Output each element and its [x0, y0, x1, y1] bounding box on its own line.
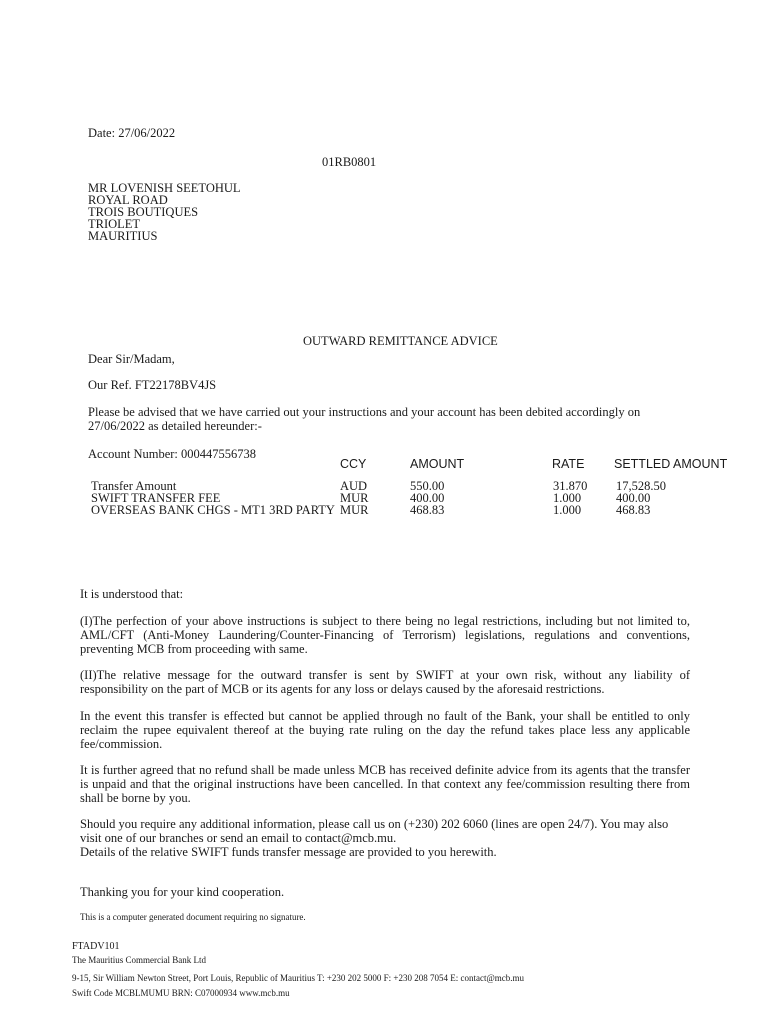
header-amount: AMOUNT — [410, 457, 465, 471]
intro-text — [88, 406, 640, 432]
details-line: Details of the relative SWIFT funds transfer message are provided to you herewith. — [80, 845, 497, 859]
row-label: SWIFT TRANSFER FEE — [91, 491, 221, 505]
address-line: TROIS BOUTIQUES — [88, 205, 199, 219]
clause-1: (I)The perfection of your above instructions is subject to there being no legal restrictions, including but not limited to, AML/CFT (Anti-Money Laundering/Counter-Financing of Terrorism) legislations, regulations and conventions, preventing MCB from proceeding with same. — [80, 614, 690, 656]
thanks-line: Thanking you for your kind cooperation. — [80, 885, 285, 899]
row-ccy: MUR — [340, 503, 369, 517]
address-line: ROYAL ROAD — [88, 193, 168, 207]
footer-code: FTADV101 — [72, 941, 120, 952]
row-amount: 400.00 — [410, 491, 445, 505]
row-settled: 400.00 — [616, 491, 651, 505]
clause-3: In the event this transfer is effected but cannot be applied through no fault of the Bank, your shall be entitled to only reclaim the rupee equivalent thereof at the buying rate ruling on the day the refund takes place less any applicable fee/commission. — [80, 709, 690, 751]
understood-heading: It is understood that: — [80, 587, 184, 601]
address-line: MAURITIUS — [88, 229, 158, 243]
contact-info: Should you require any additional information, please call us on (+230) 202 6060 (lines are open 24/7). You may also visit one of our branches or send an email to contact@mcb.mu. — [80, 817, 669, 845]
footer-address: 9-15, Sir William Newton Street, Port Louis, Republic of Mauritius T: +230 202 5000 F: +230 208 7054 E: contact@mcb.mu — [72, 973, 525, 983]
row-settled: 468.83 — [616, 503, 651, 517]
row-rate: 31.870 — [553, 479, 588, 493]
our-ref: Our Ref. FT22178BV4JS — [88, 378, 217, 392]
clause-4: It is further agreed that no refund shall be made unless MCB has received definite advice from its agents that the transfer is unpaid and that the original instructions have been cancelled. In that context any fee/commission resulting there from shall be borne by you. — [80, 763, 690, 805]
row-label: Transfer Amount — [91, 479, 177, 493]
header-rate: RATE — [552, 457, 585, 471]
row-label: OVERSEAS BANK CHGS - MT1 3RD PARTY — [91, 503, 335, 517]
recipient-address — [88, 182, 241, 242]
salutation: Dear Sir/Madam, — [88, 352, 175, 366]
footer-bank-name: The Mauritius Commercial Bank Ltd — [72, 955, 206, 965]
account-number: Account Number: 000447556738 — [88, 447, 257, 461]
intro-line: 27/06/2022 as detailed hereunder:- — [88, 419, 262, 433]
address-line: MR LOVENISH SEETOHUL — [88, 181, 241, 195]
address-line: TRIOLET — [88, 217, 141, 231]
row-settled: 17,528.50 — [616, 479, 666, 493]
clause-2: (II)The relative message for the outward transfer is sent by SWIFT at your own risk, without any liability of responsibility on the part of MCB or its agents for any loss or delays caused by the aforesaid restrictions. — [80, 668, 690, 696]
row-amount: 550.00 — [410, 479, 445, 493]
row-ccy: MUR — [340, 491, 369, 505]
header-ccy: CCY — [340, 457, 367, 471]
header-settled-amount: SETTLED AMOUNT — [614, 457, 728, 471]
date-line: Date: 27/06/2022 — [88, 126, 176, 140]
row-ccy: AUD — [340, 479, 368, 493]
reference-code: 01RB0801 — [322, 155, 377, 169]
computer-generated-note: This is a computer generated document requiring no signature. — [80, 912, 306, 922]
footer-swift: Swift Code MCBLMUMU BRN: C07000934 www.mcb.mu — [72, 988, 290, 998]
document-title: OUTWARD REMITTANCE ADVICE — [303, 334, 498, 348]
row-rate: 1.000 — [553, 503, 582, 517]
row-amount: 468.83 — [410, 503, 445, 517]
intro-line: Please be advised that we have carried out your instructions and your account has been debited accordingly on — [88, 405, 641, 419]
row-rate: 1.000 — [553, 491, 582, 505]
footer — [72, 940, 524, 1000]
